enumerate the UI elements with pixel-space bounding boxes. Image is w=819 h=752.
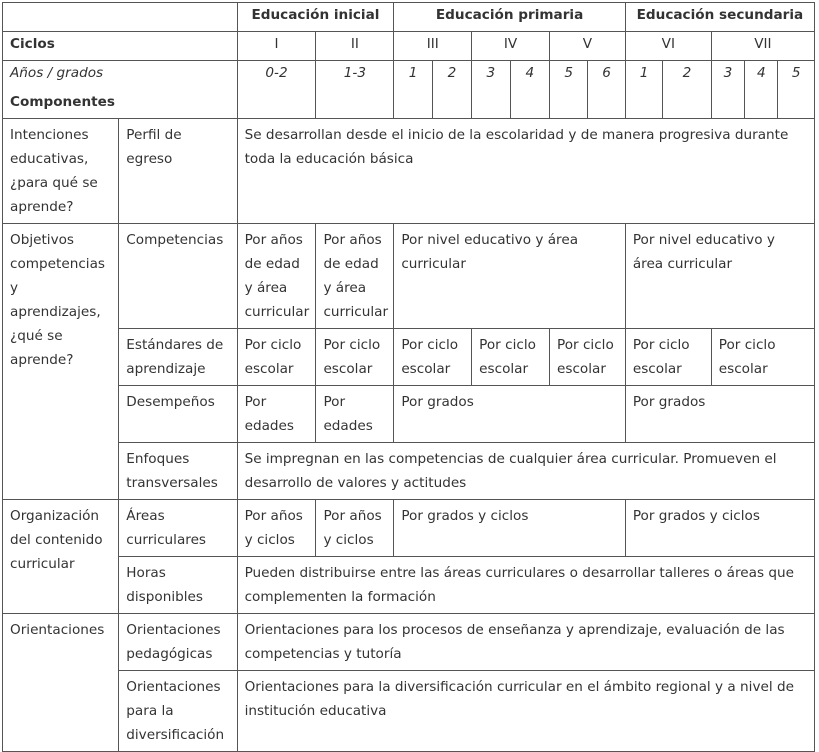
grado-value: 1: [625, 61, 662, 119]
grado-value: 4: [745, 61, 778, 119]
header-educacion-secundaria: Educación secundaria: [625, 3, 814, 32]
ciclo-i: I: [237, 32, 316, 61]
estandares-row: [3, 329, 815, 386]
horas-row: [3, 557, 815, 614]
areas-primaria: Por grados y ciclos: [394, 500, 626, 557]
competencias-ciclo-i: Por años de edad y área curricular: [237, 224, 316, 329]
estandares-ciclo-vi: Por ciclo escolar: [625, 329, 711, 386]
grado-value: 1: [394, 61, 432, 119]
orientaciones-pedagogicas-label: Orientaciones pedagógicas: [119, 614, 237, 671]
perfil-egreso-row: [3, 119, 815, 224]
grado-value: 3: [472, 61, 510, 119]
grado-value: 4: [510, 61, 549, 119]
componentes-label: Componentes: [3, 90, 238, 119]
areas-row: [3, 500, 815, 557]
grado-value: 3: [711, 61, 744, 119]
competencias-primaria: Por nivel educativo y área curricular: [394, 224, 626, 329]
grado-value: 2: [432, 61, 471, 119]
orientaciones-diversificacion-row: [3, 671, 815, 752]
areas-ciclo-ii: Por años y ciclos: [316, 500, 394, 557]
grado-value: 5: [778, 61, 815, 119]
estandares-label: Estándares de aprendizaje: [119, 329, 237, 386]
areas-ciclo-i: Por años y ciclos: [237, 500, 316, 557]
desempenos-label: Desempeños: [119, 386, 237, 443]
orientaciones-pedagogicas-text: Orientaciones para los procesos de enseñanza y aprendizaje, evaluación de las competencias y tutoría: [237, 614, 814, 671]
competencias-ciclo-ii: Por años de edad y área curricular: [316, 224, 394, 329]
desempenos-primaria: Por grados: [394, 386, 626, 443]
horas-label: Horas disponibles: [119, 557, 237, 614]
desempenos-secundaria: Por grados: [625, 386, 814, 443]
ciclo-vii: VII: [711, 32, 814, 61]
desempenos-row: [3, 386, 815, 443]
orientaciones-pedagogicas-row: [3, 614, 815, 671]
anos-grados-row: [3, 61, 815, 90]
horas-text: Pueden distribuirse entre las áreas curriculares o desarrollar talleres o áreas que complementen la formación: [237, 557, 814, 614]
empty-corner-cell: [3, 3, 238, 32]
ciclo-iv: IV: [472, 32, 550, 61]
competencias-secundaria: Por nivel educativo y área curricular: [625, 224, 814, 329]
header-educacion-inicial: Educación inicial: [237, 3, 394, 32]
intenciones-group-label: Intenciones educativas, ¿para qué se aprende?: [3, 119, 119, 224]
estandares-ciclo-iii: Por ciclo escolar: [394, 329, 472, 386]
perfil-egreso-label: Perfil de egreso: [119, 119, 237, 224]
grado-value: 5: [550, 61, 588, 119]
desempenos-ciclo-ii: Por edades: [316, 386, 394, 443]
estandares-ciclo-vii: Por ciclo escolar: [711, 329, 814, 386]
enfoques-text: Se impregnan en las competencias de cualquier área curricular. Promueven el desarrollo de valores y actitudes: [237, 443, 814, 500]
grado-value: 6: [588, 61, 625, 119]
anos-value: 1-3: [316, 61, 394, 119]
orientaciones-group-label: Orientaciones: [3, 614, 119, 752]
grado-value: 2: [663, 61, 712, 119]
competencias-row: [3, 224, 815, 329]
estandares-ciclo-ii: Por ciclo escolar: [316, 329, 394, 386]
estandares-ciclo-i: Por ciclo escolar: [237, 329, 316, 386]
header-educacion-primaria: Educación primaria: [394, 3, 626, 32]
level-header-row: [3, 3, 815, 32]
desempenos-ciclo-i: Por edades: [237, 386, 316, 443]
objetivos-group-label: Objetivos competencias y aprendizajes, ¿qué se aprende?: [3, 224, 119, 500]
areas-secundaria: Por grados y ciclos: [625, 500, 814, 557]
organizacion-group-label: Organización del contenido curricular: [3, 500, 119, 614]
ciclos-label: Ciclos: [3, 32, 238, 61]
orientaciones-diversificacion-label: Orientaciones para la diversificación: [119, 671, 237, 752]
orientaciones-diversificacion-text: Orientaciones para la diversificación curricular en el ámbito regional y a nivel de institución educativa: [237, 671, 814, 752]
estandares-ciclo-iv: Por ciclo escolar: [472, 329, 550, 386]
areas-label: Áreas curriculares: [119, 500, 237, 557]
perfil-egreso-text: Se desarrollan desde el inicio de la escolaridad y de manera progresiva durante toda la educación básica: [237, 119, 814, 224]
ciclo-ii: II: [316, 32, 394, 61]
enfoques-row: [3, 443, 815, 500]
ciclo-vi: VI: [625, 32, 711, 61]
ciclo-v: V: [550, 32, 626, 61]
estandares-ciclo-v: Por ciclo escolar: [550, 329, 626, 386]
anos-value: 0-2: [237, 61, 316, 119]
anos-grados-label: Años / grados: [3, 61, 238, 90]
curriculum-structure-table: [2, 2, 815, 752]
ciclos-row: [3, 32, 815, 61]
enfoques-label: Enfoques transversales: [119, 443, 237, 500]
competencias-label: Competencias: [119, 224, 237, 329]
ciclo-iii: III: [394, 32, 472, 61]
